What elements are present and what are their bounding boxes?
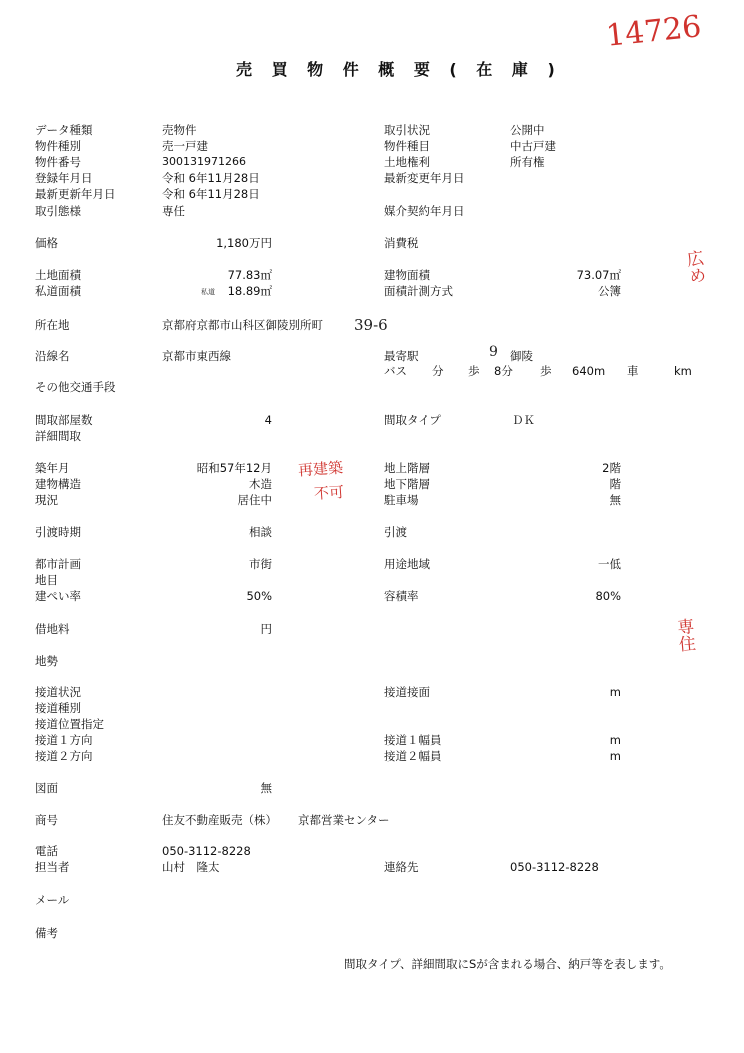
- private-road-area-label: 私道面積: [35, 284, 81, 298]
- data-type-label: データ種類: [35, 123, 93, 137]
- car-label: 車: [627, 364, 639, 378]
- structure-value: 木造: [249, 477, 272, 491]
- property-number-value: 300131971266: [162, 155, 246, 168]
- car-km-unit: km: [674, 364, 692, 378]
- phone-value: 050-3112-8228: [162, 844, 251, 858]
- drawing-value: 無: [260, 781, 272, 795]
- footnote: 間取タイプ、詳細間取にSが含まれる場合、納戸等を表します。: [344, 957, 671, 971]
- walk-label: 歩: [540, 364, 552, 378]
- mail-label: メール: [35, 893, 70, 907]
- latest-update-date-value: 令和 6年11月28日: [162, 187, 260, 201]
- parking-value: 無: [609, 493, 621, 507]
- road2-direction-label: 接道２方向: [35, 749, 93, 763]
- distance-value: 640m: [572, 364, 606, 378]
- area-measure-method-label: 面積計測方式: [384, 284, 453, 298]
- floors-above-value: 2階: [602, 461, 621, 475]
- handwritten-note-impossible: 不可: [313, 482, 345, 504]
- coverage-ratio-value: 50%: [246, 589, 272, 603]
- road-status-label: 接道状況: [35, 685, 81, 699]
- road1-width-value: m: [609, 733, 621, 747]
- land-lease-fee-label: 借地料: [35, 622, 70, 636]
- bus-label: バス: [384, 364, 407, 378]
- property-number-label: 物件番号: [35, 155, 81, 169]
- floors-below-label: 地下階層: [384, 477, 430, 491]
- handover-period-value: 相談: [249, 525, 272, 539]
- road-frontage-value: m: [609, 685, 621, 699]
- phone-label: 電話: [35, 844, 58, 858]
- registered-date-value: 令和 6年11月28日: [162, 171, 260, 185]
- floors-below-value: 階: [609, 477, 621, 491]
- road2-width-label: 接道２幅員: [384, 749, 442, 763]
- bus-walk-label: 歩: [468, 364, 480, 378]
- structure-label: 建物構造: [35, 477, 81, 491]
- nearest-station-label: 最寄駅: [384, 349, 419, 363]
- consumption-tax-label: 消費税: [384, 236, 419, 250]
- registered-date-label: 登録年月日: [35, 171, 93, 185]
- handwritten-side-note-1: 広め: [681, 248, 707, 286]
- land-category-label: 地目: [35, 573, 58, 587]
- built-date-label: 築年月: [35, 461, 70, 475]
- private-road-area-value: 18.89㎡: [227, 284, 272, 298]
- agency-contract-date-label: 媒介契約年月日: [384, 204, 465, 218]
- property-kind-value: 売一戸建: [162, 139, 208, 153]
- company-branch-value: 京都営業センター: [298, 813, 390, 827]
- handwritten-station-mark: 9: [489, 344, 498, 360]
- current-status-value: 居住中: [237, 493, 272, 507]
- city-planning-value: 市街: [249, 557, 272, 571]
- bus-minutes-unit: 分: [432, 364, 444, 378]
- land-area-value: 77.83㎡: [227, 268, 272, 282]
- floor-area-ratio-value: 80%: [595, 589, 621, 603]
- location-label: 所在地: [35, 318, 70, 332]
- handwritten-chiban: 39-6: [354, 316, 388, 334]
- railway-line-label: 沿線名: [35, 349, 70, 363]
- property-item-label: 物件種目: [384, 139, 430, 153]
- latest-update-date-label: 最新更新年月日: [35, 187, 116, 201]
- road1-direction-label: 接道１方向: [35, 733, 93, 747]
- nearest-station-value: 御陵: [510, 349, 533, 363]
- railway-line-value: 京都市東西線: [162, 349, 231, 363]
- land-right-value: 所有権: [510, 155, 545, 169]
- handwritten-side-note-2: 専住: [672, 617, 696, 653]
- layout-type-label: 間取タイプ: [384, 413, 441, 427]
- layout-type-value: ＤＫ: [512, 413, 535, 427]
- company-label: 商号: [35, 813, 58, 827]
- handover-label: 引渡: [384, 525, 407, 539]
- handwritten-small-note: 私道: [201, 288, 215, 296]
- property-kind-label: 物件種別: [35, 139, 81, 153]
- road-type-label: 接道種別: [35, 701, 81, 715]
- latest-change-date-label: 最新変更年月日: [384, 171, 465, 185]
- room-count-value: 4: [264, 413, 272, 427]
- transaction-mode-value: 専任: [162, 204, 185, 218]
- use-zone-value: 一低: [598, 557, 621, 571]
- terrain-label: 地勢: [35, 654, 58, 668]
- price-value: 1,180万円: [216, 236, 272, 250]
- floors-above-label: 地上階層: [384, 461, 430, 475]
- page-title: 売 買 物 件 概 要 ( 在 庫 ): [236, 60, 562, 79]
- road2-width-value: m: [609, 749, 621, 763]
- walk-minutes-value: 8分: [494, 364, 513, 378]
- layout-detail-label: 詳細間取: [35, 429, 81, 443]
- area-measure-method-value: 公簿: [598, 284, 621, 298]
- data-type-value: 売物件: [162, 123, 197, 137]
- person-value: 山村 隆太: [162, 860, 220, 874]
- handwritten-doc-number: 14726: [604, 9, 704, 54]
- handover-period-label: 引渡時期: [35, 525, 81, 539]
- handwritten-note-rebuild: 再建築: [297, 458, 344, 480]
- building-area-value: 73.07㎡: [576, 268, 621, 282]
- company-value: 住友不動産販売（株）: [162, 813, 277, 827]
- contact-label: 連絡先: [384, 860, 419, 874]
- floor-area-ratio-label: 容積率: [384, 589, 419, 603]
- remarks-label: 備考: [35, 926, 58, 940]
- price-label: 価格: [35, 236, 58, 250]
- road-designation-label: 接道位置指定: [35, 717, 104, 731]
- coverage-ratio-label: 建ぺい率: [35, 589, 81, 603]
- person-label: 担当者: [35, 860, 70, 874]
- property-item-value: 中古戸建: [510, 139, 556, 153]
- land-right-label: 土地権利: [384, 155, 430, 169]
- torihiki-status-label: 取引状況: [384, 123, 430, 137]
- location-value: 京都府京都市山科区御陵別所町: [162, 318, 323, 332]
- other-transport-label: その他交通手段: [35, 380, 116, 394]
- transaction-mode-label: 取引態様: [35, 204, 81, 218]
- land-lease-fee-value: 円: [260, 622, 272, 636]
- building-area-label: 建物面積: [384, 268, 430, 282]
- city-planning-label: 都市計画: [35, 557, 81, 571]
- parking-label: 駐車場: [384, 493, 419, 507]
- land-area-label: 土地面積: [35, 268, 81, 282]
- road-frontage-label: 接道接面: [384, 685, 430, 699]
- drawing-label: 図面: [35, 781, 58, 795]
- road1-width-label: 接道１幅員: [384, 733, 442, 747]
- use-zone-label: 用途地域: [384, 557, 430, 571]
- room-count-label: 間取部屋数: [35, 413, 93, 427]
- current-status-label: 現況: [35, 493, 58, 507]
- torihiki-status-value: 公開中: [510, 123, 545, 137]
- built-date-value: 昭和57年12月: [196, 461, 272, 475]
- contact-value: 050-3112-8228: [510, 860, 599, 874]
